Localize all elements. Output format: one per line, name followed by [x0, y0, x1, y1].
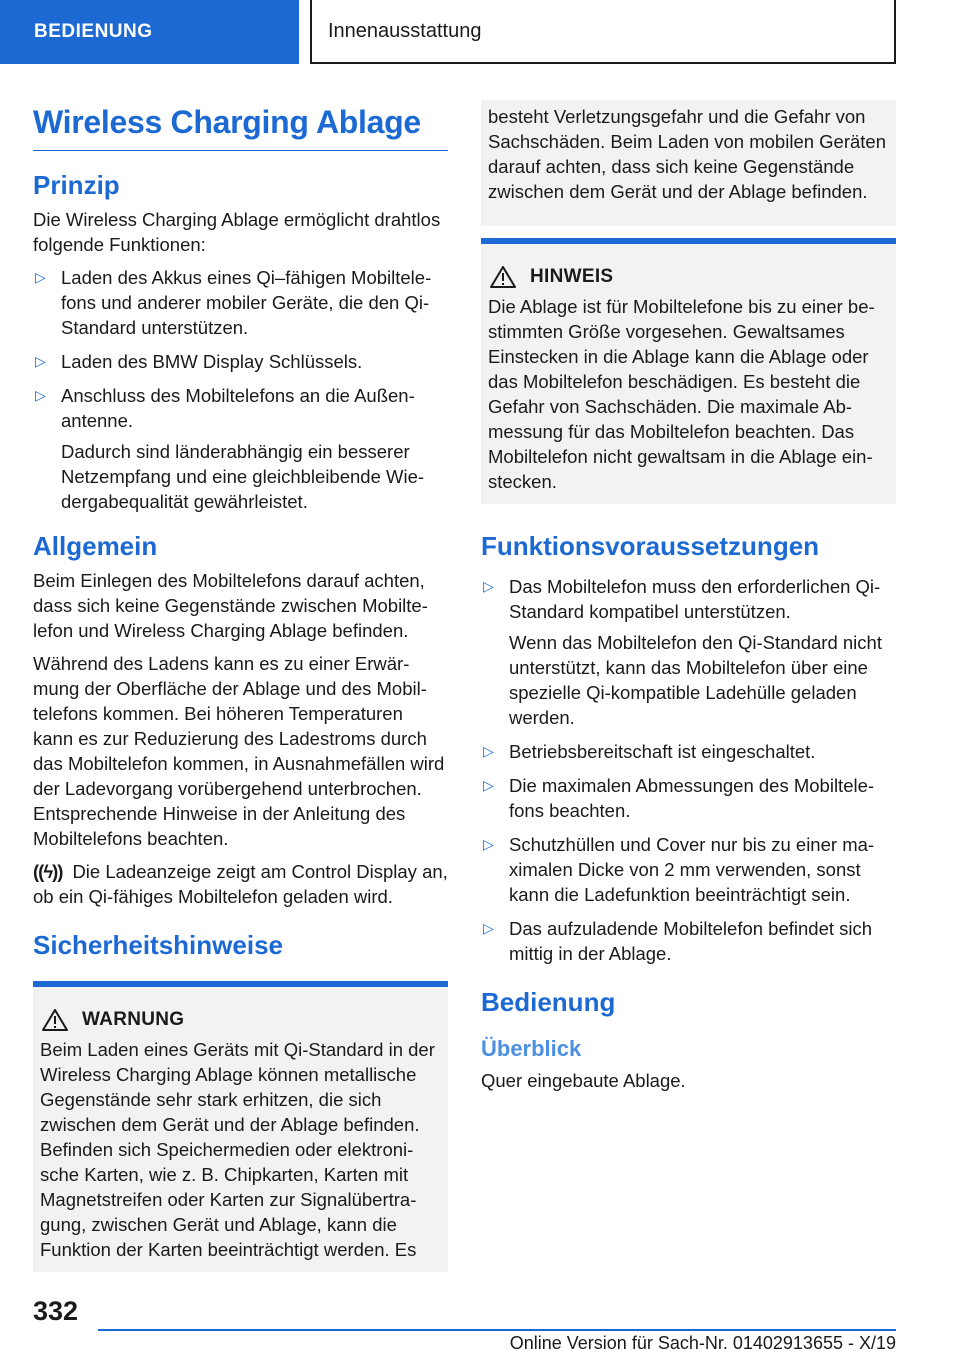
heading-allgemein: Allgemein — [33, 531, 158, 561]
allgemein-paragraph-1: Beim Einlegen des Mobiltelefons darauf achten, dass sich keine Gegenstände zwischen Mobiltelefon und Wireless Charging Ablage befinden. — [33, 570, 428, 641]
list-item-note: Wenn das Mobiltelefon den Qi-Standard nicht unterstützt, kann das Mobiltelefon über eine spezielle Qi-kompatible Ladehülle geladen werden. — [509, 632, 882, 728]
allgemein-paragraph-3: ((ϟ)) Die Ladeanzeige zeigt am Control Display an, ob ein Qi-fähiges Mobiltelefon geladen wird. — [33, 861, 448, 907]
triangle-bullet-icon: ▷ — [35, 387, 46, 403]
bedienung-text: Quer eingebaute Ablage. — [481, 1070, 686, 1091]
triangle-bullet-icon: ▷ — [483, 743, 494, 759]
heading-bedienung: Bedienung — [481, 987, 616, 1017]
list-item: ▷ Laden des BMW Display Schlüssels. — [35, 351, 363, 372]
footer-text: Online Version für Sach-Nr. 01402913655 - X/19 — [509, 1333, 896, 1353]
triangle-bullet-icon: ▷ — [483, 578, 494, 594]
triangle-bullet-icon: ▷ — [35, 269, 46, 285]
prinzip-list — [33, 265, 448, 514]
warning-box — [33, 981, 448, 1272]
warning-box-continued — [481, 100, 896, 226]
warning-triangle-icon — [42, 1009, 68, 1031]
list-item-note: Dadurch sind länderabhängig ein besserer Netzempfang und eine gleichbleibende Wiedergabequalität gewährleistet. — [61, 441, 425, 512]
triangle-bullet-icon: ▷ — [483, 920, 494, 936]
heading-prinzip: Prinzip — [33, 170, 120, 200]
list-item: ▷ Betriebsbereitschaft ist eingeschaltet. — [483, 741, 816, 762]
heading-funktionsvoraussetzungen: Funktionsvoraussetzungen — [481, 531, 820, 561]
page-title: Wireless Charging Ablage — [33, 100, 448, 151]
notice-text: Die Ablage ist für Mobiltelefone bis zu einer bestimmten Größe vorgesehen. Gewaltsames Einstecken in die Ablage kann die Ablage oder das Mobiltelefon beschädigen. Es besteht die Gefahr von Sachschäden. Die maximale Abmessung für das Mobiltelefon beachten. Das Mobiltelefon nicht gewaltsam in die Ablage einstecken. — [488, 296, 875, 492]
triangle-bullet-icon: ▷ — [35, 353, 46, 369]
notice-label: HINWEIS — [530, 266, 614, 287]
wireless-charging-icon: ((ϟ)) — [33, 861, 63, 882]
heading-sicherheitshinweise: Sicherheitshinweise — [33, 930, 283, 960]
warning-text: Beim Laden eines Geräts mit Qi-Standard in der Wireless Charging Ablage können metallische Gegenstände sehr stark erhitzen, die sich zwischen dem Gerät und der Ablage befinden. Befinden sich Speichermedien oder elektronische Karten, wie z. B. Chipkarten, Karten mit Magnetstreifen oder Karten zur Signalübertragung, zwischen Gerät und Ablage, kann die Funktion der Karten beeinträchtigt werden. Es — [40, 1039, 435, 1260]
list-item: ▷ Anschluss des Mobiltelefons an die Außenantenne. Dadurch sind länderabhängig ein besserer Netzempfang und eine gleichbleibende Wiedergabequalität gewährleistet. — [33, 383, 448, 514]
warning-text-continued: besteht Verletzungsgefahr und die Gefahr von Sachschäden. Beim Laden von mobilen Geräten darauf achten, dass sich keine Gegenstände zwischen dem Gerät und der Ablage befinden. — [488, 106, 887, 202]
notice-box — [481, 238, 896, 504]
triangle-bullet-icon: ▷ — [483, 836, 494, 852]
chapter-header: Innenausstattung — [310, 0, 896, 64]
left-column — [33, 100, 448, 1272]
right-column — [481, 100, 896, 1101]
list-item: ▷ Die maximalen Abmessungen des Mobiltelefons beachten. — [483, 775, 875, 821]
warning-label: WARNUNG — [82, 1009, 185, 1030]
prinzip-intro: Die Wireless Charging Ablage ermöglicht drahtlos folgende Funktionen: — [33, 209, 441, 255]
list-item: ▷ Das Mobiltelefon muss den erforderlichen Qi-Standard kompatibel unterstützen. Wenn das Mobiltelefon den Qi-Standard nicht unterstützt, kann das Mobiltelefon über eine spezielle Qi-kompatible Ladehülle geladen werden. — [481, 574, 896, 730]
section-tab: BEDIENUNG — [0, 0, 299, 64]
page-number: 332 — [33, 1296, 79, 1326]
footer-divider — [98, 1329, 896, 1331]
heading-ueberblick: Überblick — [481, 1036, 582, 1061]
allgemein-paragraph-2: Während des Ladens kann es zu einer Erwärmung der Oberfläche der Ablage und des Mobiltelefons kommen. Bei höheren Temperaturen kann es zur Reduzierung des Ladestroms durch das Mobiltelefon kommen, in Ausnahmefällen wird der Ladevorgang vorübergehend unterbrochen. Entsprechende Hinweise in der Anleitung des Mobiltelefons beachten. — [33, 653, 445, 849]
triangle-bullet-icon: ▷ — [483, 777, 494, 793]
list-item: ▷ Laden des Akkus eines Qi–fähigen Mobiltelefons und anderer mobiler Geräte, die den Qi-Standard unterstützen. — [35, 267, 432, 338]
list-item: ▷ Das aufzuladende Mobiltelefon befindet sich mittig in der Ablage. — [483, 918, 873, 964]
list-item: ▷ Schutzhüllen und Cover nur bis zu einer maximalen Dicke von 2 mm verwenden, sonst kann die Ladefunktion beeinträchtigt sein. — [483, 834, 875, 905]
voraussetzungen-list — [481, 574, 896, 966]
warning-triangle-icon — [490, 266, 516, 288]
